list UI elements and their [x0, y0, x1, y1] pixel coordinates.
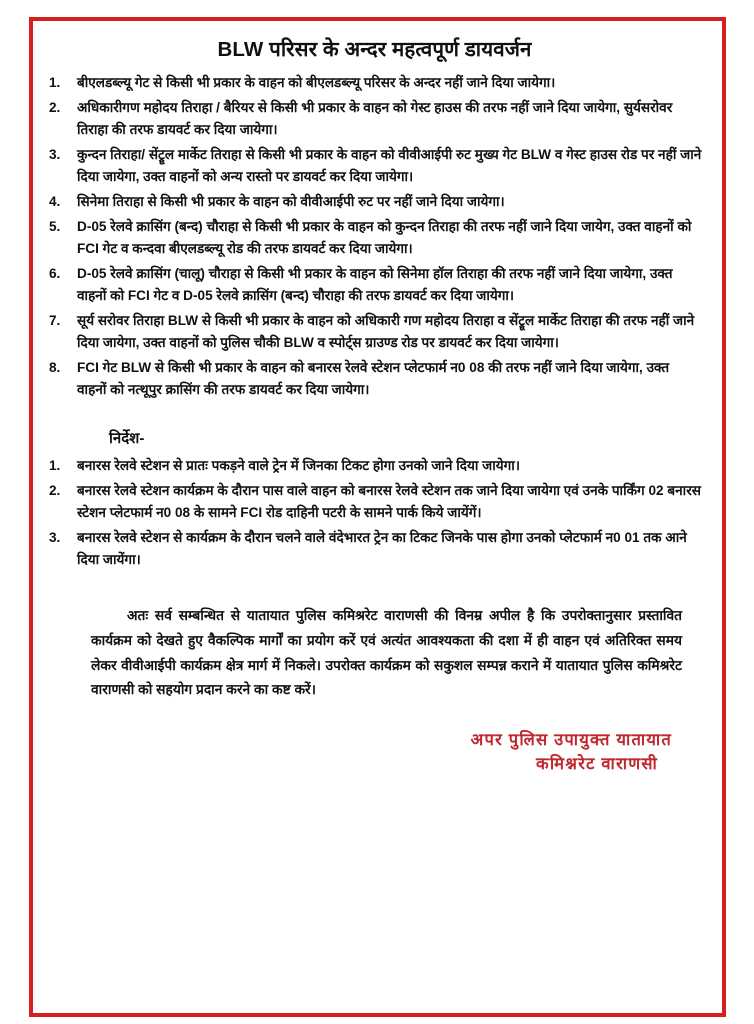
list-item-number: 4.	[49, 193, 61, 209]
section-spacer	[41, 404, 708, 428]
list-item-number: 6.	[49, 265, 61, 281]
red-border-frame	[29, 17, 726, 1017]
list-item-number: 8.	[49, 359, 61, 375]
list-item-text: बनारस रेलवे स्टेशन से प्रातः पकड़ने वाले ट्रेन में जिनका टिकट होगा उनको जाने दिया जायेगा।	[77, 458, 520, 474]
list-item-text: बनारस रेलवे स्टेशन से कार्यक्रम के दौरान चलने वाले वंदेभारत ट्रेन का टिकट जिनके पास होगा उनको प्लेटफार्म न0 01 तक आने दिया जायेंगा।	[77, 530, 687, 568]
notice-content	[33, 21, 722, 1013]
instructions-list	[41, 455, 708, 571]
signatory-designation: अपर पुलिस उपायुक्त यातायात	[470, 730, 672, 749]
list-item	[41, 480, 708, 524]
list-item	[41, 216, 708, 260]
signatory-office: कमिश्नरेट वाराणसी	[536, 754, 658, 773]
list-item-number: 2.	[49, 483, 61, 499]
instructions-heading: निर्देश-	[109, 429, 145, 447]
list-item-number: 2.	[49, 99, 61, 115]
list-item	[41, 97, 708, 141]
list-item-number: 1.	[49, 74, 61, 90]
list-item-number: 3.	[49, 530, 61, 546]
list-item-text: सिनेमा तिराहा से किसी भी प्रकार के वाहन को वीवीआईपी रुट पर नहीं जाने दिया जायेगा।	[77, 193, 505, 209]
closing-appeal-paragraph: अतः सर्व सम्बन्धित से यातायात पुलिस कमिश्ररेट वाराणसी की विनम्र अपील है कि उपरोक्तानुसार प्रस्तावित कार्यक्रम को देखते हुए वैकल्पिक मार्गों का प्रयोग करें एवं अत्यंत आवश्यकता की दशा में ही वाहन एवं अतिरिक्त समय लेकर वीवीआईपी कार्यक्रम क्षेत्र मार्ग में निकले। उपरोक्त कार्यक्रम को सकुशल सम्पन्न कराने में यातायात पुलिस कमिश्ररेट वाराणसी को सहयोग प्रदान करने का कष्ट करें।	[91, 608, 682, 698]
list-item-text: D-05 रेलवे क्रासिंग (बन्द) चौराहा से किसी भी प्रकार के वाहन को कुन्दन तिराहा की तरफ नहीं जाने दिया जायेग, उक्त वाहनों को FCI गेट व कन्दवा बीएलडब्ल्यू रोड की तरफ डायवर्ट कर दिया जायेगा।	[77, 218, 692, 256]
list-item-number: 3.	[49, 146, 61, 162]
list-item	[41, 263, 708, 307]
diversion-list	[41, 72, 708, 401]
page-title: BLW परिसर के अन्दर महत्वपूर्ण डायवर्जन	[217, 38, 532, 61]
list-item-text: FCI गेट BLW से किसी भी प्रकार के वाहन को बनारस रेलवे स्टेशन प्लेटफार्म न0 08 की तरफ नहीं जाने दिया जायेगा, उक्त वाहनों को नत्थूपुर क्रासिंग की तरफ डायवर्ट कर दिया जायेगा।	[77, 359, 670, 397]
list-item	[41, 191, 708, 213]
list-item	[41, 357, 708, 401]
list-item-text: D-05 रेलवे क्रासिंग (चालू) चौराहा से किसी भी प्रकार के वाहन को सिनेमा हॉल तिराहा की तरफ नहीं जाने दिया जायेगा, उक्त वाहनों को FCI गेट व D-05 रेलवे क्रासिंग (बन्द) चौराहा की तरफ डायवर्ट कर दिया जायेगा।	[77, 265, 673, 303]
appeal-spacer	[41, 574, 708, 604]
list-item-text: अधिकारीगण महोदय तिराहा / बैरियर से किसी भी प्रकार के वाहन को गेस्ट हाउस की तरफ नहीं जाने दिया जायेगा, सुर्यसरोवर तिराहा की तरफ डायवर्ट कर दिया जायेगा।	[77, 99, 673, 137]
list-item	[41, 310, 708, 354]
list-item-number: 5.	[49, 218, 61, 234]
list-item-text: कुन्दन तिराहा/ सेंट्रूल मार्केट तिराहा से किसी भी प्रकार के वाहन को वीवीआईपी रुट मुख्य गेट BLW व गेस्ट हाउस रोड पर नहीं जाने दिया जायेगा, उक्त वाहनों को अन्य रास्तो पर डायवर्ट कर दिया जायेगा।	[77, 146, 702, 184]
list-item-number: 7.	[49, 312, 61, 328]
signature-block	[41, 729, 708, 777]
list-item	[41, 527, 708, 571]
list-item	[41, 455, 708, 477]
list-item-text: सूर्य सरोवर तिराहा BLW से किसी भी प्रकार के वाहन को अधिकारी गण महोदय तिराहा व सेंट्रूल मार्केट तिराहा की तरफ नहीं जाने दिया जायेगा, उक्त वाहनों को पुलिस चौकी BLW व स्पोर्ट्स ग्राउण्ड रोड पर डायवर्ट कर दिया जायेगा।	[77, 312, 695, 350]
list-item	[41, 72, 708, 94]
list-item-text: बीएलडब्ल्यू गेट से किसी भी प्रकार के वाहन को बीएलडब्ल्यू परिसर के अन्दर नहीं जाने दिया जायेगा।	[77, 74, 556, 90]
list-item-number: 1.	[49, 458, 61, 474]
list-item	[41, 144, 708, 188]
list-item-text: बनारस रेलवे स्टेशन कार्यक्रम के दौरान पास वाले वाहन को बनारस रेलवे स्टेशन तक जाने दिया जायेगा एवं उनके पार्किंग 02 बनारस स्टेशन प्लेटफार्म न0 08 के सामने FCI रोड दाहिनी पटरी के सामने पार्क किये जायेंगें।	[77, 483, 701, 521]
